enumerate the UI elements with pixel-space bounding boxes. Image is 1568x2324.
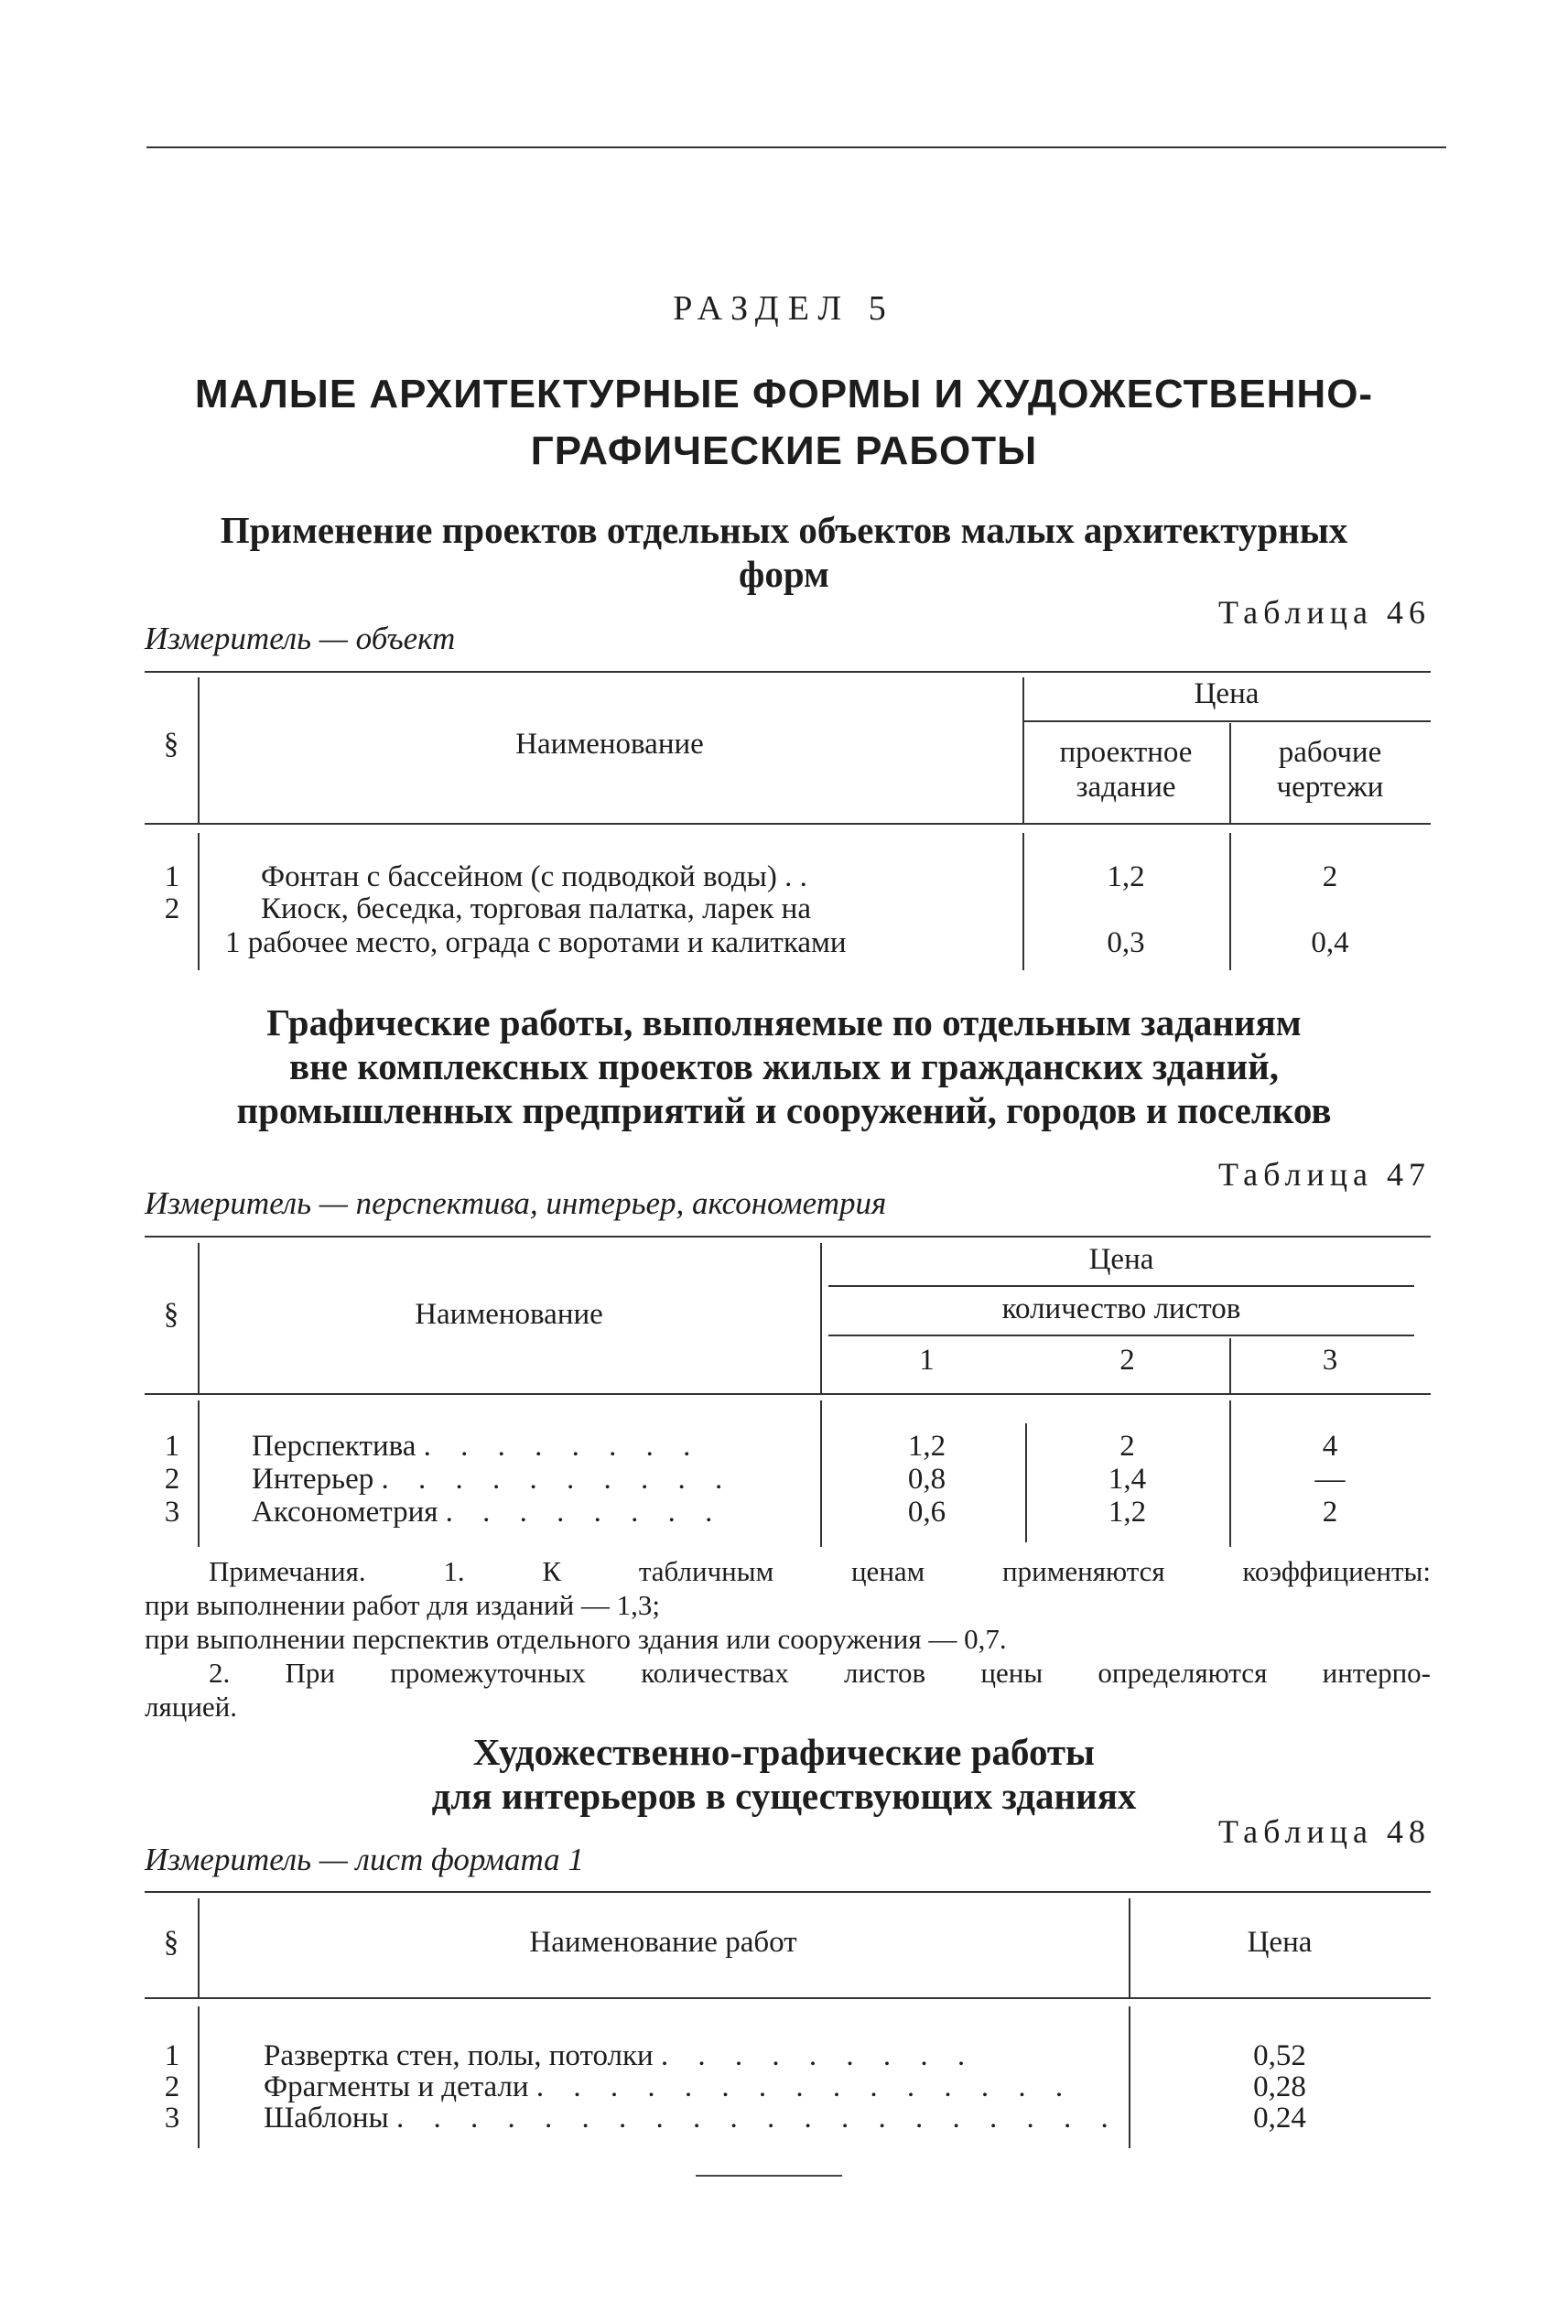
t46-row1-price-a: 1,2 xyxy=(1107,860,1145,893)
t48-heading-line2: для интерьеров в существующих зданиях xyxy=(431,1775,1137,1817)
t48-col-para: § xyxy=(163,1926,179,1959)
t46-heading xyxy=(0,508,1568,596)
t46-col-price-a-line1: проектное xyxy=(1059,736,1193,769)
t48-row3-price: 0,24 xyxy=(1253,2102,1306,2135)
t47-row3-num: 3 xyxy=(164,1496,180,1529)
t46-measure: Измеритель — объект xyxy=(145,621,456,656)
t46-col-name: Наименование xyxy=(515,728,704,761)
t46-heading-line1: Применение проектов отдельных объектов малых архитектурных xyxy=(220,509,1348,551)
t46-row1-price-b: 2 xyxy=(1322,860,1338,893)
t47-col-sheets: количество листов xyxy=(1001,1292,1241,1325)
t47-row2-name xyxy=(252,1463,733,1497)
t48-heading xyxy=(0,1730,1568,1818)
t47-heading-line2: вне комплексных проектов жилых и гражданских зданий, xyxy=(289,1045,1279,1087)
t47-col-price: Цена xyxy=(1088,1243,1154,1276)
t47-rule-sheets xyxy=(828,1335,1414,1336)
t48-rule-header xyxy=(145,1997,1431,1999)
t46-col-para: § xyxy=(163,728,179,761)
t47-col-sheet-3: 3 xyxy=(1322,1344,1338,1377)
t48-row1-label: Развертка стен, полы, потолки xyxy=(264,2039,654,2072)
t46-row2-name: Киоск, беседка, торговая палатка, ларек на xyxy=(261,892,811,925)
t47-row1-v1: 1,2 xyxy=(907,1430,946,1463)
t48-row2-name xyxy=(264,2070,1074,2104)
t47-row1-label: Перспектива xyxy=(252,1430,416,1463)
t48-row1-price: 0,52 xyxy=(1253,2039,1306,2072)
t47-row1-name xyxy=(252,1430,701,1464)
t48-row1-num: 1 xyxy=(164,2039,180,2072)
t46-row1-num: 1 xyxy=(164,860,180,893)
t47-rule-top xyxy=(145,1236,1431,1238)
t47-col-para: § xyxy=(163,1298,179,1331)
section-label: РАЗДЕЛ 5 xyxy=(673,289,895,328)
t47-rule-price xyxy=(828,1285,1414,1287)
t48-rule-top xyxy=(145,1891,1431,1893)
t47-note-line4: 2. При промежуточных количествах листов цены определяются интерпо- xyxy=(209,1657,1431,1689)
t48-row2-leader: . . . . . . . . . . . . . . . xyxy=(535,2070,1075,2103)
bottom-rule xyxy=(696,2175,842,2177)
t47-note-line1: Примечания. 1. К табличным ценам применяются коэффициенты: xyxy=(209,1555,1431,1587)
t47-row2-leader: . . . . . . . . . . xyxy=(381,1463,734,1496)
t47-row3-leader: . . . . . . . . xyxy=(445,1496,724,1529)
t47-notes xyxy=(145,1554,1431,1724)
t47-row2-v3: — xyxy=(1314,1463,1346,1496)
t48-col-price: Цена xyxy=(1247,1926,1313,1959)
t48-row1-leader: . . . . . . . . . xyxy=(660,2039,977,2072)
t46-row2-price-a: 0,3 xyxy=(1107,926,1145,959)
t46-col-price-b-line2: чертежи xyxy=(1276,771,1384,804)
t46-row2-price-b: 0,4 xyxy=(1311,926,1349,959)
t47-row3-v3: 2 xyxy=(1322,1496,1338,1529)
t46-row1-name: Фонтан с бассейном (с подводкой воды) . . xyxy=(261,860,807,893)
t46-col-price-b xyxy=(1229,735,1431,805)
t47-note-line2: при выполнении работ для изданий — 1,3; xyxy=(145,1589,661,1621)
t46-col-price-b-line1: рабочие xyxy=(1278,736,1382,769)
t47-row1-num: 1 xyxy=(164,1430,180,1463)
t48-row3-leader: . . . . . . . . . . . . . . . . . . . . xyxy=(395,2102,1119,2135)
t47-col-sheet-2: 2 xyxy=(1119,1344,1135,1377)
t47-vline-body-2 xyxy=(820,1400,822,1547)
t48-measure: Измеритель — лист формата 1 xyxy=(145,1842,584,1877)
t48-row3-label: Шаблоны xyxy=(264,2102,389,2135)
t46-rule-price xyxy=(1022,720,1431,722)
t46-col-price: Цена xyxy=(1194,677,1260,710)
t47-heading-line1: Графические работы, выполняемые по отдельным заданиям xyxy=(266,1001,1302,1043)
t47-note-line5: ляцией. xyxy=(145,1691,238,1723)
t47-row2-v2: 1,4 xyxy=(1108,1463,1147,1496)
t47-col-name: Наименование xyxy=(415,1298,603,1331)
t47-note-line3: при выполнении перспектив отдельного здания или сооружения — 0,7. xyxy=(145,1623,1007,1655)
main-title-line2: ГРАФИЧЕСКИЕ РАБОТЫ xyxy=(530,428,1038,473)
t47-row1-v2: 2 xyxy=(1119,1430,1135,1463)
t46-rule-top xyxy=(145,671,1431,673)
t47-row3-label: Аксонометрия xyxy=(252,1496,438,1529)
t47-row2-num: 2 xyxy=(164,1463,180,1496)
t46-row2-name-cont: 1 рабочее место, ограда с воротами и калитками xyxy=(225,926,847,959)
t47-vline-2 xyxy=(820,1243,822,1394)
t47-row1-leader: . . . . . . . . xyxy=(423,1430,702,1463)
t47-row3-name xyxy=(252,1496,723,1530)
t46-col-price-a xyxy=(1022,735,1229,805)
t48-row2-price: 0,28 xyxy=(1253,2070,1306,2103)
t48-row1-name xyxy=(264,2039,976,2073)
t46-rule-header xyxy=(145,823,1431,825)
t47-heading xyxy=(0,1000,1568,1132)
t47-table-label: Таблица 47 xyxy=(1218,1156,1431,1193)
t48-row3-name xyxy=(264,2102,1119,2135)
t47-heading-line3: промышленных предприятий и сооружений, городов и поселков xyxy=(236,1089,1332,1131)
t46-col-price-a-line2: задание xyxy=(1076,771,1176,804)
t47-row3-v2: 1,2 xyxy=(1108,1496,1147,1529)
t47-measure: Измеритель — перспектива, интерьер, аксонометрия xyxy=(145,1185,887,1221)
t47-col-sheet-1: 1 xyxy=(919,1344,935,1377)
main-title xyxy=(0,366,1568,480)
t48-table-label: Таблица 48 xyxy=(1218,1813,1431,1850)
t48-row2-num: 2 xyxy=(164,2070,180,2103)
top-rule xyxy=(146,146,1446,148)
t46-row2-num: 2 xyxy=(164,892,180,925)
t47-row1-v3: 4 xyxy=(1322,1430,1338,1463)
t47-row2-v1: 0,8 xyxy=(907,1463,946,1496)
t48-heading-line1: Художественно-графические работы xyxy=(472,1731,1096,1773)
t46-heading-line2: форм xyxy=(739,553,829,595)
t48-row3-num: 3 xyxy=(164,2102,180,2135)
main-title-line1: МАЛЫЕ АРХИТЕКТУРНЫЕ ФОРМЫ И ХУДОЖЕСТВЕННО- xyxy=(194,372,1374,416)
t46-table-label: Таблица 46 xyxy=(1218,594,1431,631)
t48-col-name: Наименование работ xyxy=(529,1926,797,1959)
t47-row2-label: Интерьер xyxy=(252,1463,374,1496)
t47-row3-v1: 0,6 xyxy=(907,1496,946,1529)
t47-rule-header xyxy=(145,1393,1431,1395)
t48-row2-label: Фрагменты и детали xyxy=(264,2070,529,2103)
